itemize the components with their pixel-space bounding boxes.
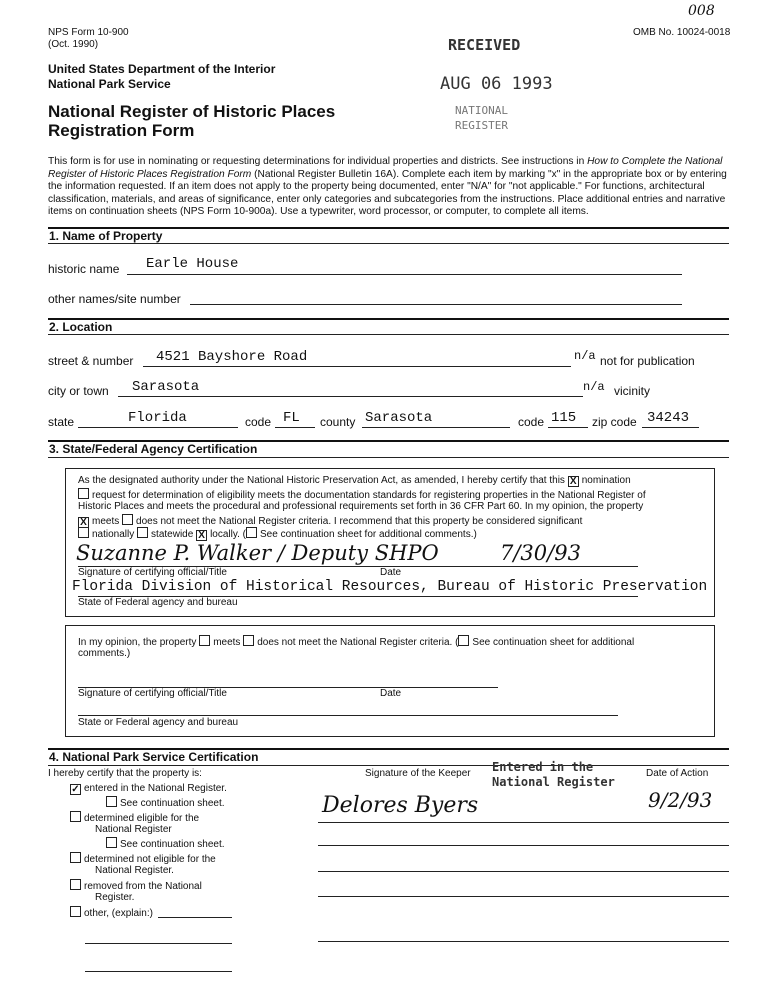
cert-line-2: request for determination of eligibility meets the documentation standards for registering properties in the National Register of bbox=[78, 488, 646, 503]
underline bbox=[85, 943, 232, 944]
keeper-label: Signature of the Keeper bbox=[365, 768, 471, 779]
request-checkbox[interactable] bbox=[78, 488, 89, 499]
vicinity-label: vicinity bbox=[614, 384, 651, 398]
underline bbox=[85, 971, 232, 972]
underline bbox=[275, 427, 315, 428]
agency-label: State of Federal agency and bureau bbox=[78, 597, 238, 608]
cert-line-5: nationally statewide X locally. ( See continuation sheet for additional comments.) bbox=[78, 527, 477, 542]
omb-number: OMB No. 10024-0018 bbox=[633, 27, 731, 38]
locally-checkbox[interactable]: X bbox=[196, 530, 207, 541]
county-label: county bbox=[320, 415, 356, 429]
received-stamp: RECEIVED bbox=[448, 36, 521, 54]
underline bbox=[158, 917, 232, 918]
cert-line-3: Historic Places and meets the procedural and professional requirements set forth in 36 CFR Part 60. In my opinion, the property bbox=[78, 501, 644, 512]
city-label: city or town bbox=[48, 384, 109, 398]
underline bbox=[318, 845, 729, 846]
signature-date: 7/30/93 bbox=[500, 541, 581, 565]
underline bbox=[78, 427, 238, 428]
opinion-not-meet-checkbox[interactable] bbox=[243, 635, 254, 646]
eligible-option: determined eligible for the bbox=[70, 811, 199, 826]
city-field[interactable]: Sarasota bbox=[132, 379, 200, 395]
certify-intro: I hereby certify that the property is: bbox=[48, 768, 202, 779]
date-of-action-label: Date of Action bbox=[646, 768, 709, 779]
removed-line-2: Register. bbox=[95, 892, 135, 903]
entered-option: ✓ entered in the National Register. bbox=[71, 783, 227, 795]
divider bbox=[48, 243, 729, 244]
section-1-heading: 1. Name of Property bbox=[49, 229, 163, 243]
underline bbox=[318, 822, 729, 823]
not-eligible-checkbox[interactable] bbox=[70, 852, 81, 863]
underline bbox=[118, 396, 583, 397]
county-code-field[interactable]: 115 bbox=[551, 410, 577, 426]
see-continuation-2-checkbox[interactable] bbox=[106, 837, 117, 848]
county-field[interactable]: Sarasota bbox=[365, 410, 433, 426]
code-label: code bbox=[245, 415, 272, 429]
nationally-checkbox[interactable] bbox=[78, 527, 89, 538]
stamp-national: NATIONAL bbox=[455, 104, 508, 117]
signature2-label: Signature of certifying official/Title bbox=[78, 688, 227, 699]
street-field[interactable]: 4521 Bayshore Road bbox=[156, 349, 308, 365]
entered-stamp-1: Entered in the bbox=[492, 760, 594, 774]
see-continuation-2: See continuation sheet. bbox=[106, 837, 225, 852]
date-label: Date bbox=[380, 567, 402, 578]
section-3-heading: 3. State/Federal Agency Certification bbox=[49, 442, 258, 456]
does-not-meet-checkbox[interactable] bbox=[122, 514, 133, 525]
received-date-stamp: AUG 06 1993 bbox=[440, 74, 553, 94]
underline bbox=[127, 274, 682, 275]
opinion-line-1: In my opinion, the property meets does not meet the National Register criteria. ( See continuation sheet for additional bbox=[78, 637, 635, 648]
other-names-label: other names/site number bbox=[48, 292, 181, 306]
service: National Park Service bbox=[48, 77, 171, 91]
underline bbox=[318, 896, 729, 897]
statewide-checkbox[interactable] bbox=[137, 527, 148, 538]
form-date: (Oct. 1990) bbox=[48, 39, 99, 50]
county-code-label: code bbox=[518, 415, 545, 429]
meets-checkbox[interactable]: X bbox=[78, 517, 89, 528]
removed-option: removed from the National bbox=[70, 879, 202, 894]
cert-line-4: X meets does not meet the National Register criteria. I recommend that this property be considered significant bbox=[78, 514, 582, 529]
historic-name-field[interactable]: Earle House bbox=[146, 256, 239, 272]
form-number: NPS Form 10-900 bbox=[48, 27, 129, 38]
agency2-label: State or Federal agency and bureau bbox=[78, 717, 239, 728]
instructions: This form is for use in nominating or requesting determinations for individual properties and districts. See instructions in How to Complete the National Register of Historic Places Registration Form (National Register Bulletin 16A). Complete each item by marking "x" in the appropriate box or by entering the information requested. If an item does not apply to the property being documented, enter "N/A" for "not applicable." For functions, architectural classification, materials, and areas of significance, enter only categories and subcategories from the instructions. Place additional entries and narrative items on continuation sheets (NPS Form 10-900a). Use a typewriter, word processor, or computer, to complete all items. bbox=[48, 156, 727, 218]
underline bbox=[318, 941, 729, 942]
nomination-checkbox[interactable]: X bbox=[568, 476, 579, 487]
underline bbox=[642, 427, 699, 428]
state-field[interactable]: Florida bbox=[128, 410, 187, 426]
divider bbox=[48, 457, 729, 458]
page-title: National Register of Historic Places bbox=[48, 102, 336, 121]
divider bbox=[48, 765, 729, 766]
cert-line-1: As the designated authority under the National Historic Preservation Act, as amended, I hereby certify that this X nomination bbox=[78, 475, 631, 487]
handwritten-ref: 008 bbox=[688, 3, 715, 19]
state-code-field[interactable]: FL bbox=[283, 410, 300, 426]
divider bbox=[48, 318, 729, 320]
underline bbox=[190, 304, 682, 305]
not-eligible-option: determined not eligible for the bbox=[70, 852, 216, 867]
opinion-see-checkbox[interactable] bbox=[458, 635, 469, 646]
zip-field[interactable]: 34243 bbox=[647, 410, 690, 426]
underline bbox=[318, 871, 729, 872]
stamp-register: REGISTER bbox=[455, 119, 508, 132]
not-eligible-line-2: National Register. bbox=[95, 865, 174, 876]
signature-label: Signature of certifying official/Title bbox=[78, 567, 227, 578]
state-label: state bbox=[48, 415, 75, 429]
section-2-heading: 2. Location bbox=[49, 320, 113, 334]
section-4-heading: 4. National Park Service Certification bbox=[49, 750, 259, 764]
underline bbox=[143, 366, 571, 367]
see-continuation-1-checkbox[interactable] bbox=[106, 796, 117, 807]
keeper-signature: Delores Byers bbox=[322, 793, 479, 818]
agency-field[interactable]: Florida Division of Historical Resources, Bureau of Historic Preservation bbox=[72, 579, 708, 595]
nfp-label: not for publication bbox=[600, 354, 695, 368]
underline bbox=[78, 715, 618, 716]
other-option: other, (explain:) bbox=[70, 906, 153, 921]
opinion-meets-checkbox[interactable] bbox=[199, 635, 210, 646]
eligible-checkbox[interactable] bbox=[70, 811, 81, 822]
department: United States Department of the Interior bbox=[48, 62, 276, 76]
opinion-line-2: comments.) bbox=[78, 648, 131, 659]
date2-label: Date bbox=[380, 688, 402, 699]
historic-name-label: historic name bbox=[48, 262, 120, 276]
nfp-mark[interactable]: n/a bbox=[574, 349, 596, 363]
page-subtitle: Registration Form bbox=[48, 121, 195, 140]
entered-checkbox[interactable]: ✓ bbox=[71, 784, 80, 795]
eligible-line-2: National Register bbox=[95, 824, 172, 835]
see-continuation-checkbox[interactable] bbox=[246, 527, 257, 538]
divider bbox=[48, 334, 729, 335]
underline bbox=[362, 427, 510, 428]
zip-label: zip code bbox=[592, 415, 637, 429]
underline bbox=[548, 427, 588, 428]
action-date: 9/2/93 bbox=[648, 788, 713, 812]
removed-checkbox[interactable] bbox=[70, 879, 81, 890]
see-continuation-1: See continuation sheet. bbox=[106, 796, 225, 811]
certifying-signature: Suzanne P. Walker / Deputy SHPO bbox=[76, 541, 439, 565]
other-checkbox[interactable] bbox=[70, 906, 81, 917]
vicinity-mark[interactable]: n/a bbox=[583, 380, 605, 394]
street-label: street & number bbox=[48, 354, 134, 368]
entered-stamp-2: National Register bbox=[492, 775, 615, 789]
